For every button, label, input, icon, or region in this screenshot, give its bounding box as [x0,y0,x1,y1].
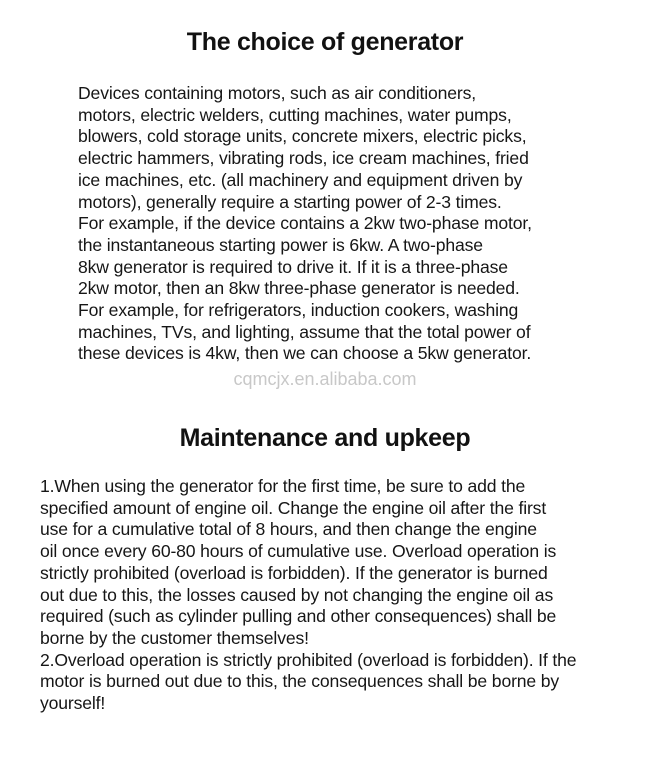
paragraph-line: required (such as cylinder pulling and other consequences) shall be [40,606,557,627]
paragraph-line: out due to this, the losses caused by not changing the engine oil as [40,584,554,605]
paragraph-line: machines, TVs, and lighting, assume that the total power of [78,321,531,342]
section-title-generator-choice: The choice of generator [186,28,464,56]
paragraph-line: the instantaneous starting power is 6kw. A two-phase [78,234,483,255]
paragraph-line: motors), generally require a starting power of 2-3 times. [78,191,502,212]
paragraph-line: electric hammers, vibrating rods, ice cream machines, fried [78,148,529,169]
paragraph-line: For example, if the device contains a 2kw two-phase motor, [78,213,532,234]
paragraph-line: oil once every 60-80 hours of cumulative use. Overload operation is [40,541,557,562]
paragraph-line: For example, for refrigerators, induction cookers, washing [78,300,519,321]
paragraph-line: these devices is 4kw, then we can choose a 5kw generator. [78,343,532,364]
paragraph-line: strictly prohibited (overload is forbidden). If the generator is burned [40,562,548,583]
paragraph-line: motor is burned out due to this, the consequences shall be borne by [40,671,560,692]
paragraph-line: yourself! [40,693,106,714]
maintenance-paragraph [40,476,576,715]
paragraph-line: 8kw generator is required to drive it. If it is a three-phase [78,256,508,277]
paragraph-line: Devices containing motors, such as air conditioners, [78,83,477,103]
section-title-maintenance: Maintenance and upkeep [179,424,471,452]
paragraph-line: motors, electric welders, cutting machines, water pumps, [78,104,512,125]
paragraph-line: use for a cumulative total of 8 hours, and then change the engine [40,519,537,540]
paragraph-line: specified amount of engine oil. Change the engine oil after the first [40,497,547,518]
paragraph-line: borne by the customer themselves! [40,627,309,648]
generator-choice-paragraph [78,83,532,365]
paragraph-line: 1.When using the generator for the first time, be sure to add the [40,476,526,496]
paragraph-line: 2kw motor, then an 8kw three-phase generator is needed. [78,278,520,299]
paragraph-line: ice machines, etc. (all machinery and equipment driven by [78,169,523,190]
paragraph-line: blowers, cold storage units, concrete mixers, electric picks, [78,126,527,147]
paragraph-line: 2.Overload operation is strictly prohibited (overload is forbidden). If the [40,649,577,670]
watermark-text: cqmcjx.en.alibaba.com [233,369,417,389]
